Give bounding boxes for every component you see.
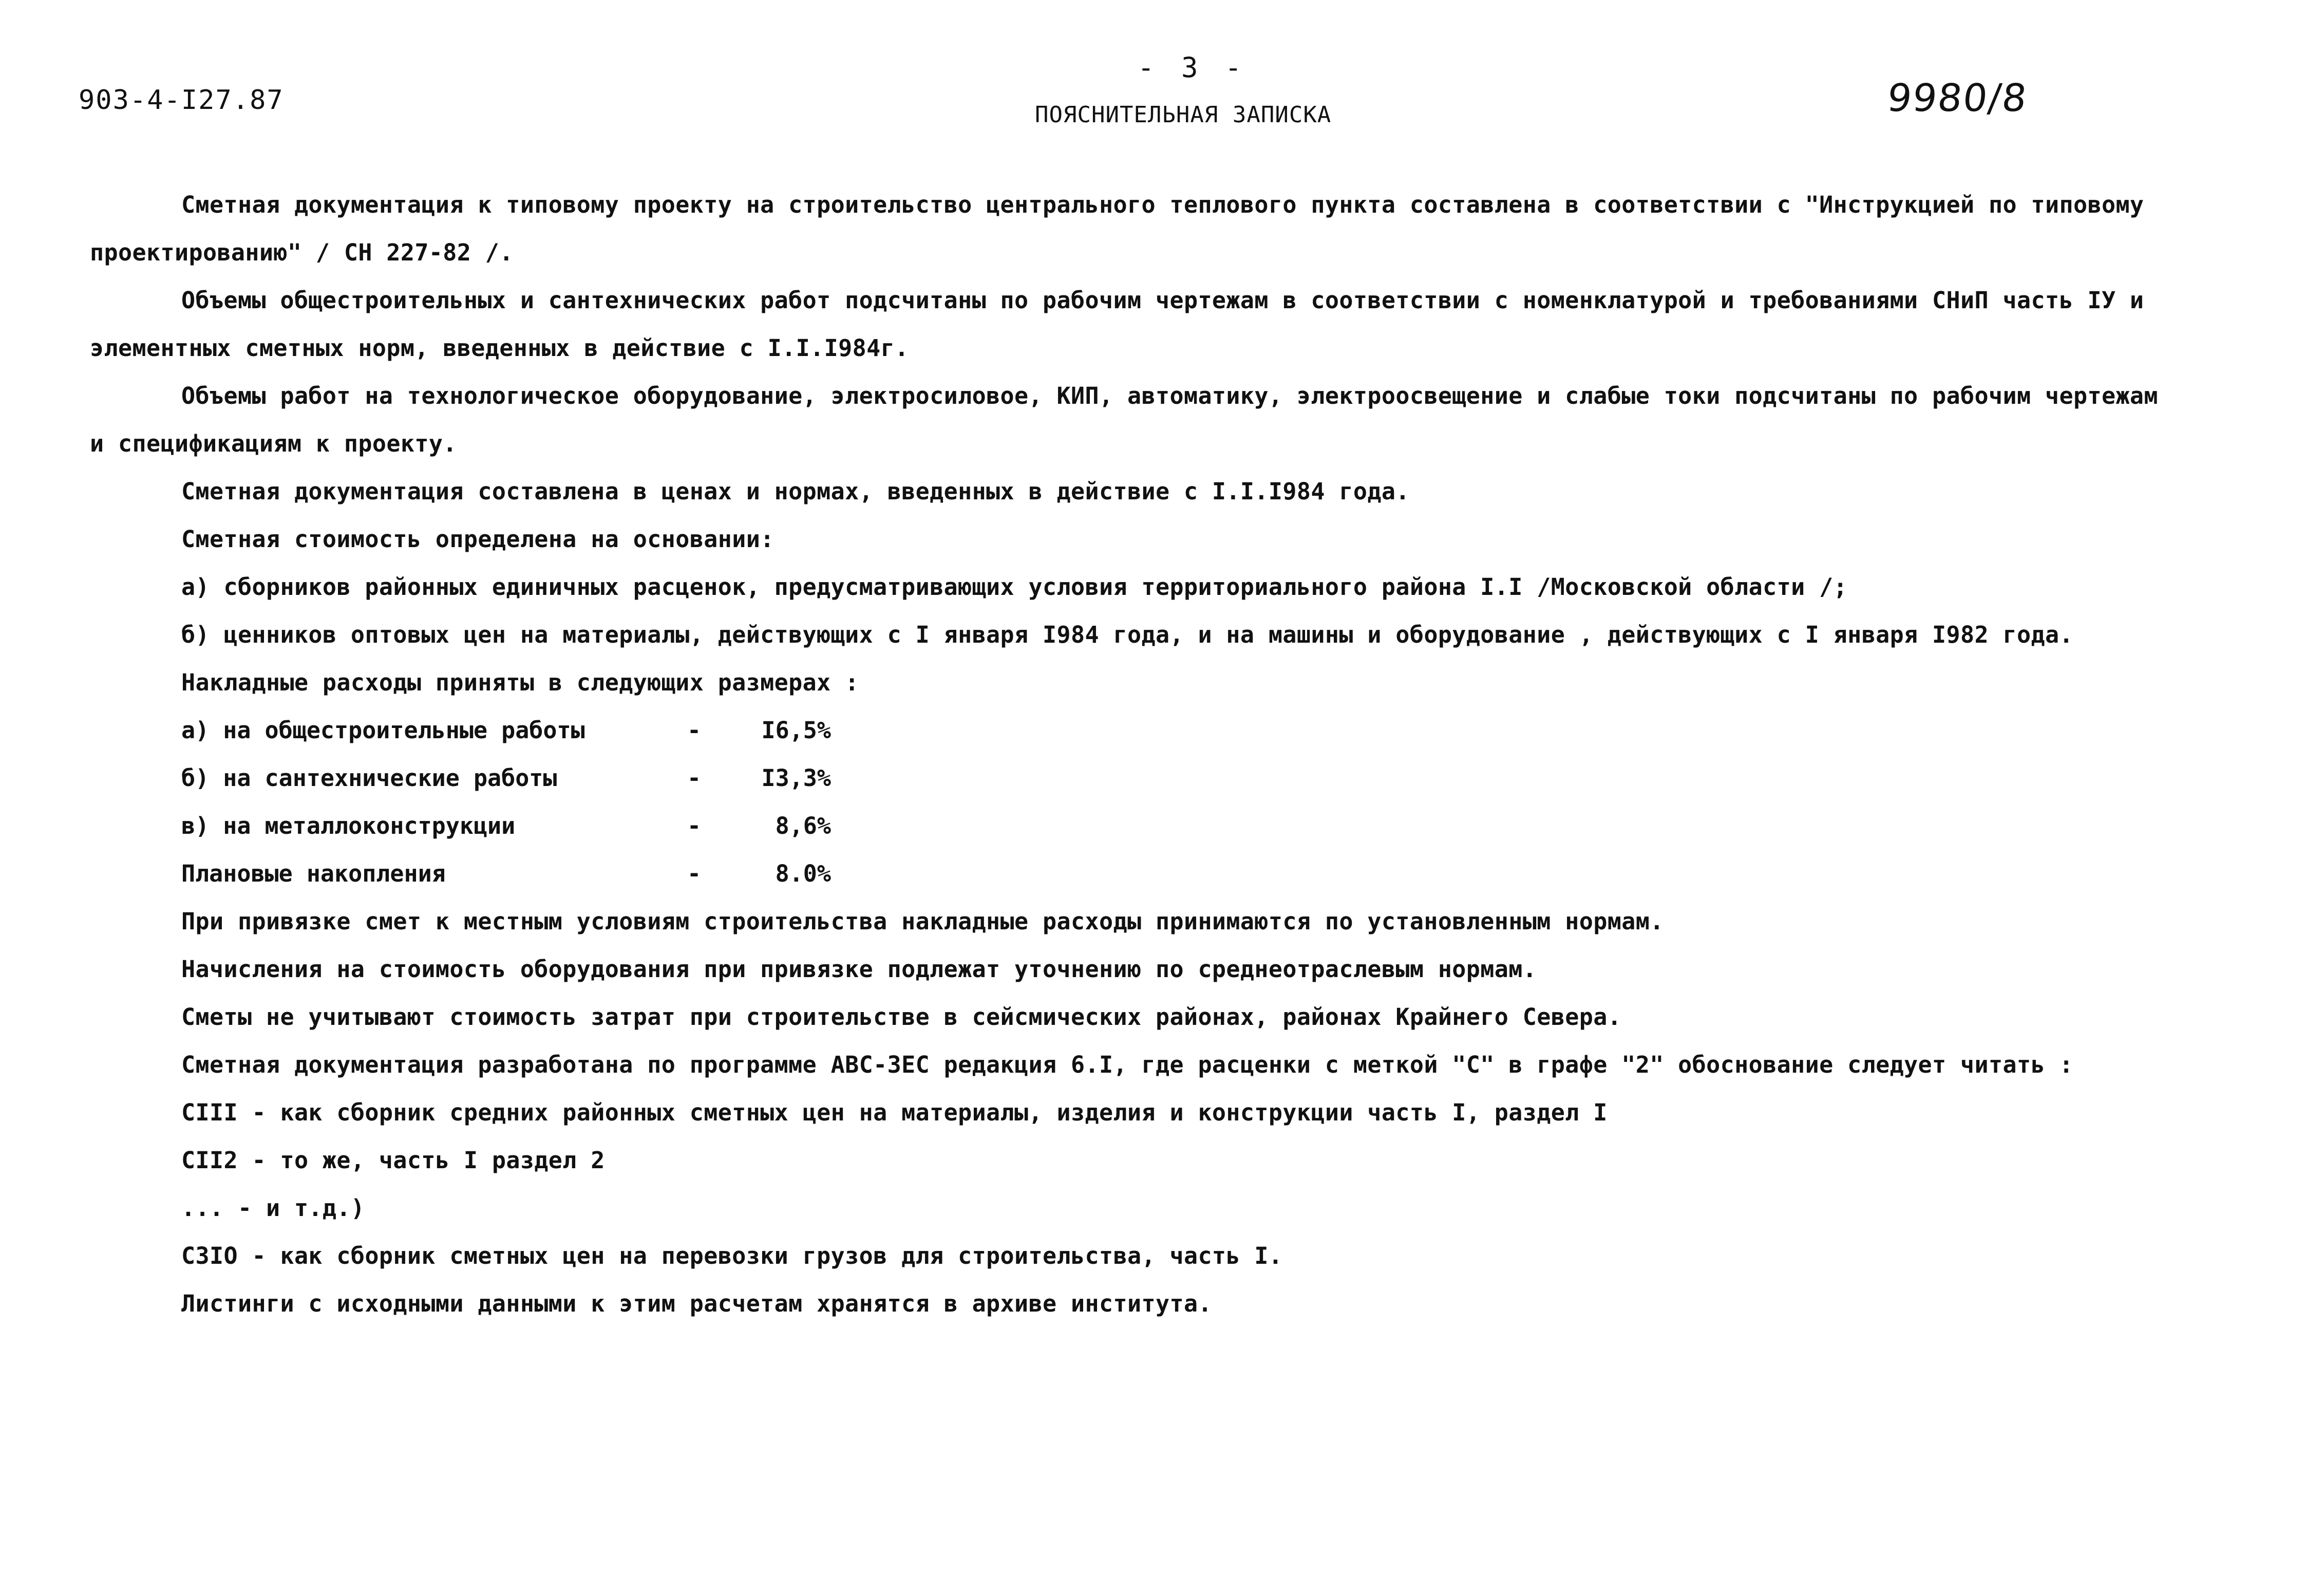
paragraph-6: а) сборников районных единичных расценок, предусматривающих условия территориального района I.I /Московской области /; (181, 573, 1848, 601)
note-2: Начисления на стоимость оборудования при привязке подлежат уточнению по среднеотраслевым нормам. (181, 956, 1537, 983)
note-8: С3IО - как сборник сметных цен на перевозки грузов для строительства, часть I. (181, 1242, 1283, 1269)
overhead-dash: - (687, 764, 702, 792)
overhead-label: а) на общестроительные работы (181, 717, 585, 744)
document-title: ПОЯСНИТЕЛЬНАЯ ЗАПИСКА (1035, 102, 1332, 128)
sheet-number: 9980/8 (1885, 76, 2030, 120)
overhead-value: I3,3% (761, 764, 831, 792)
overhead-label: Плановые накопления (181, 860, 446, 887)
note-4: Сметная документация разработана по программе АВС-3ЕС редакция 6.I, где расценки с меткой "С" в графе "2" обоснование следует читать : (181, 1051, 2073, 1078)
note-9: Листинги с исходными данными к этим расчетам хранятся в архиве института. (181, 1290, 1212, 1317)
paragraph-3-line-1: Объемы работ на технологическое оборудование, электросиловое, КИП, автоматику, электроосвещение и слабые токи подсчитаны по рабочим чертежам (181, 382, 2158, 409)
note-6: СII2 - то же, часть I раздел 2 (181, 1147, 605, 1174)
overhead-value: I6,5% (761, 717, 831, 744)
paragraph-2-line-1: Объемы общестроительных и сантехнических работ подсчитаны по рабочим чертежам в соответствии с номенклатурой и требованиями СНиП часть IУ и (181, 287, 2144, 314)
note-7: ... - и т.д.) (181, 1194, 365, 1222)
paragraph-8: Накладные расходы приняты в следующих размерах : (181, 669, 859, 696)
note-3: Сметы не учитывают стоимость затрат при строительстве в сейсмических районах, районах Крайнего Севера. (181, 1003, 1622, 1031)
paragraph-1-line-2: проектированию" / СН 227-82 /. (90, 239, 514, 266)
overhead-value: 8.0% (775, 860, 831, 887)
note-1: При привязке смет к местным условиям строительства накладные расходы принимаются по установленным нормам. (181, 908, 1664, 935)
overhead-value: 8,6% (775, 812, 831, 839)
overhead-dash: - (687, 717, 702, 744)
page-number: - 3 - (1138, 51, 1247, 84)
overhead-label: в) на металлоконструкции (181, 812, 516, 839)
document-code: 903-4-I27.87 (79, 85, 284, 116)
overhead-dash: - (687, 812, 702, 839)
paragraph-7: б) ценников оптовых цен на материалы, действующих с I января I984 года, и на машины и оборудование , действующих с I января I982 года. (181, 621, 2073, 648)
note-5: СIII - как сборник средних районных сметных цен на материалы, изделия и конструкции часть I, раздел I (181, 1099, 1608, 1126)
paragraph-3-line-2: и спецификациям к проекту. (90, 430, 457, 457)
overhead-dash: - (687, 860, 702, 887)
paragraph-4: Сметная документация составлена в ценах и нормах, введенных в действие с I.I.I984 года. (181, 478, 1410, 505)
paragraph-5: Сметная стоимость определена на основании: (181, 526, 774, 553)
paragraph-2-line-2: элементных сметных норм, введенных в действие с I.I.I984г. (90, 334, 909, 362)
overhead-label: б) на сантехнические работы (181, 764, 557, 792)
paragraph-1-line-1: Сметная документация к типовому проекту на строительство центрального теплового пункта составлена в соответствии с "Инструкцией по типовому (181, 191, 2144, 218)
